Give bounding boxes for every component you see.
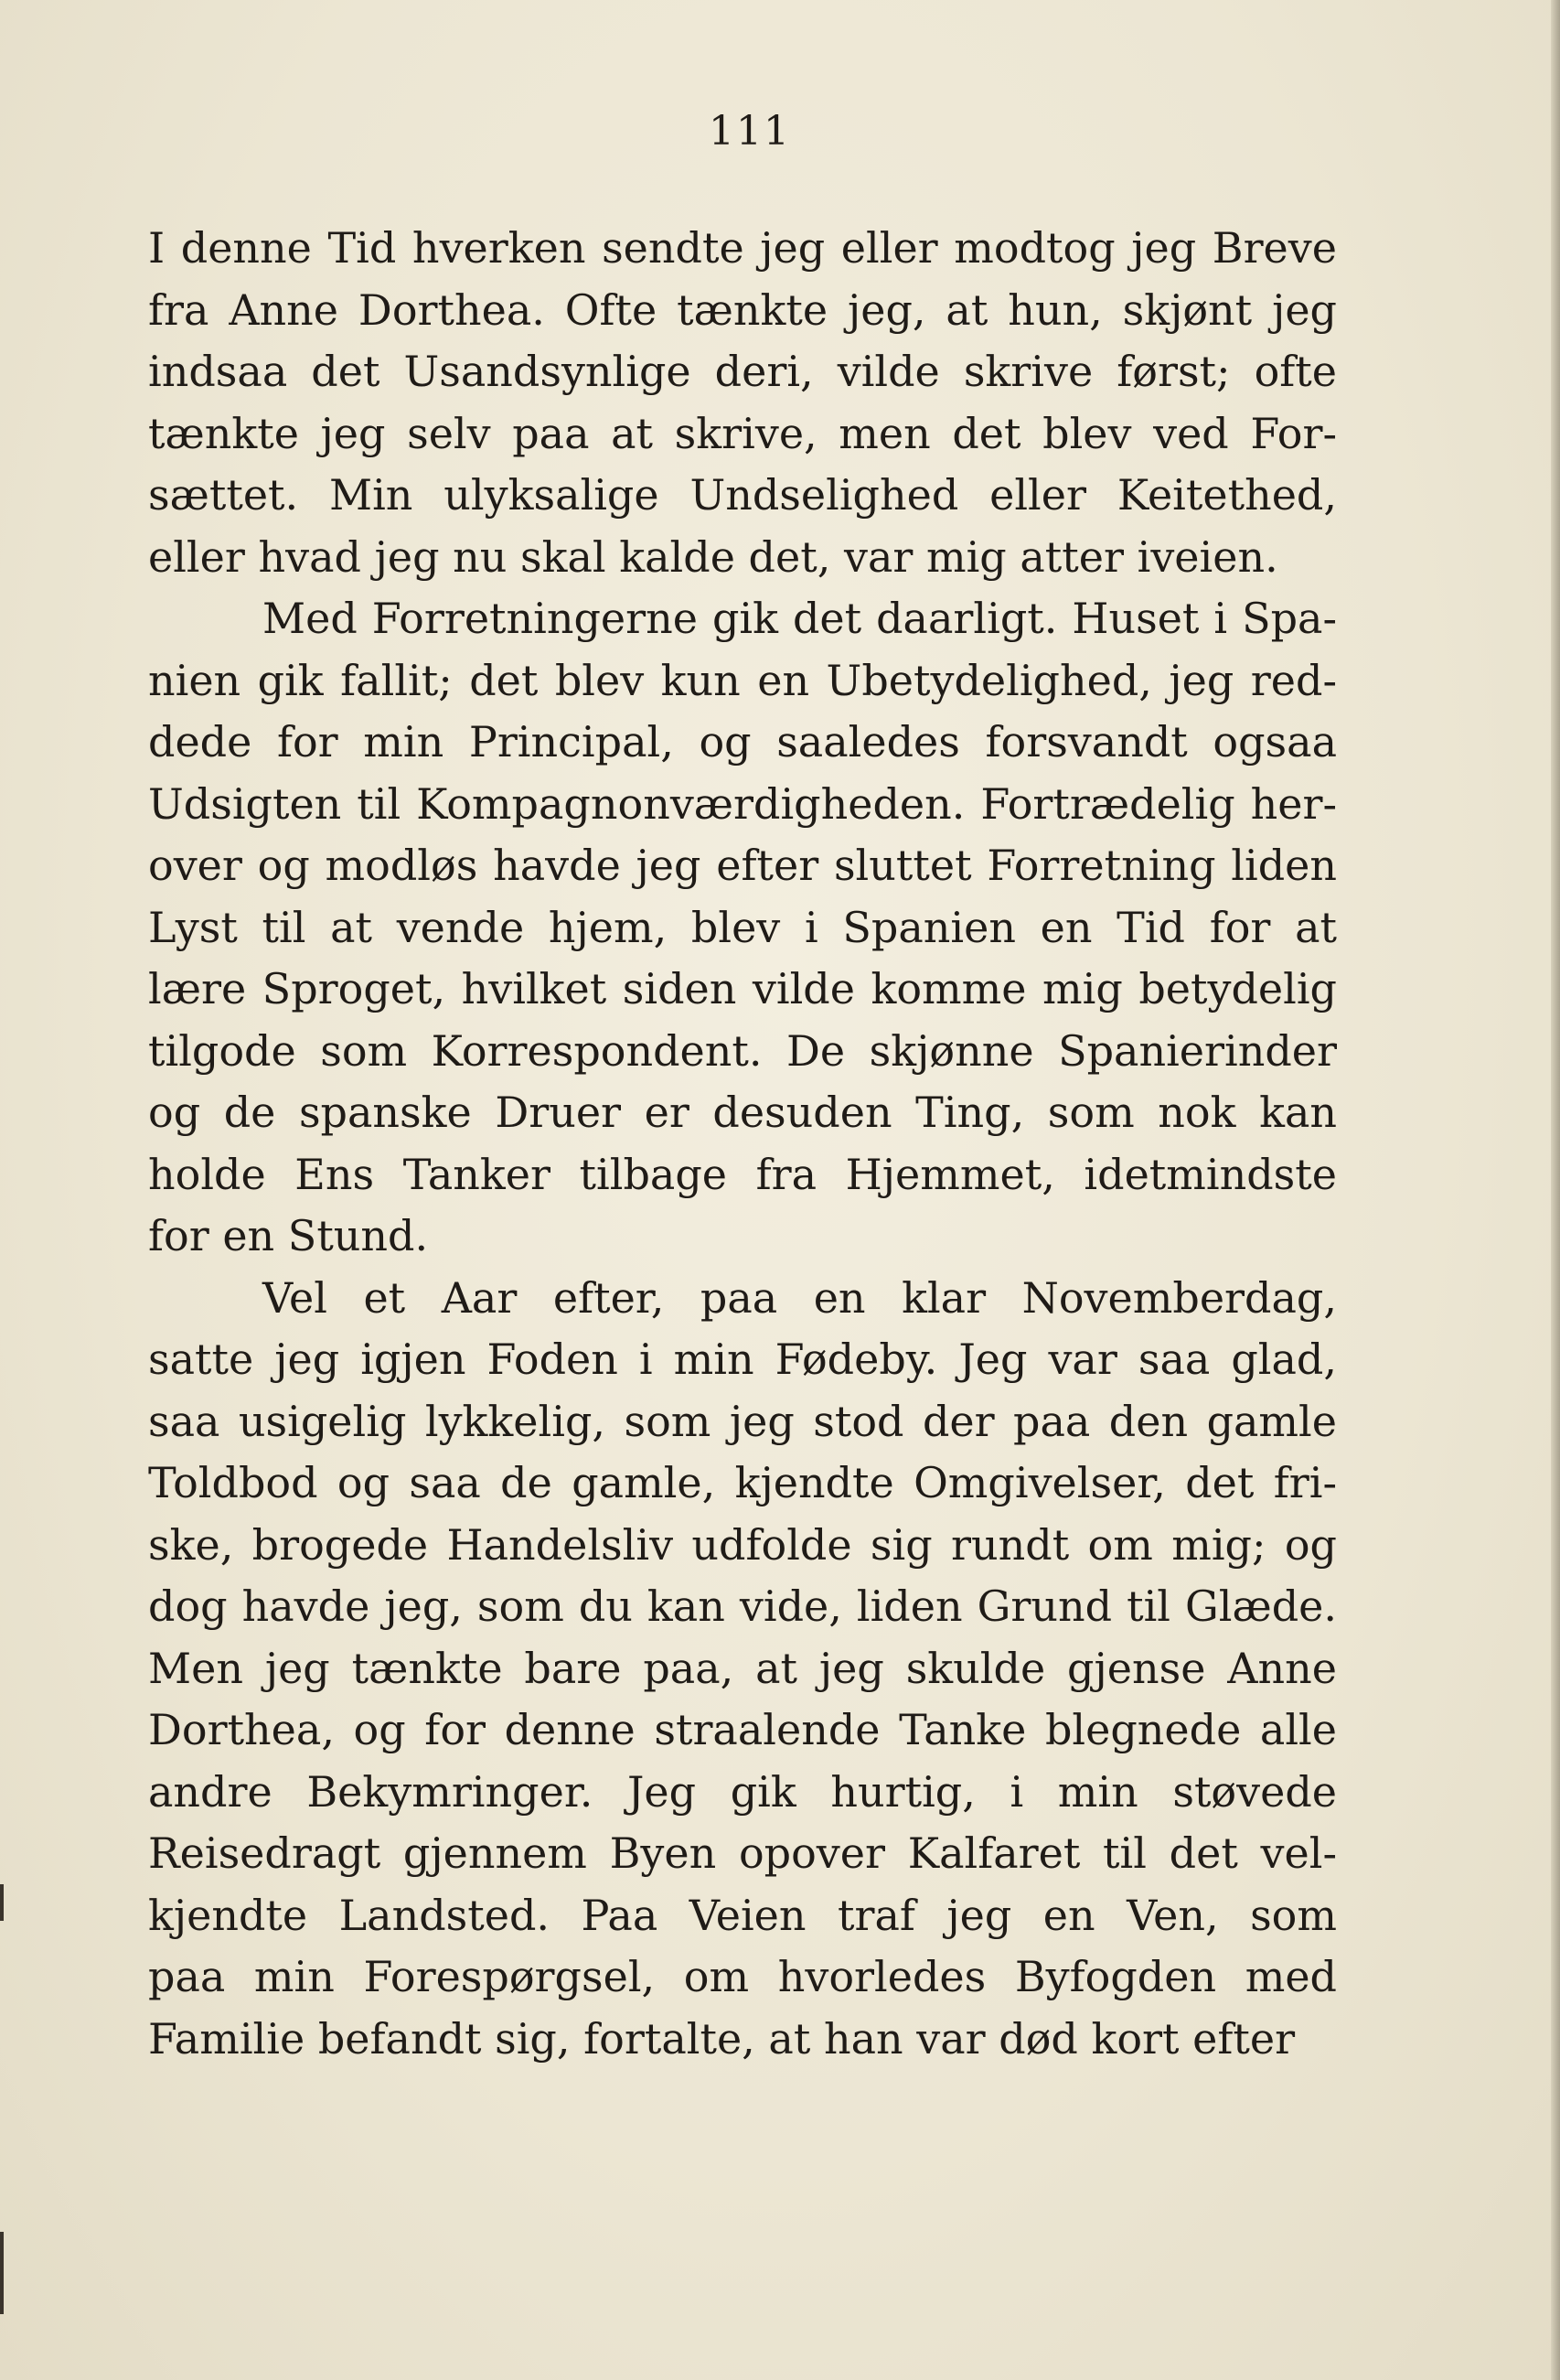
text-line: over og modløs havde jeg efter sluttet Forretning liden (148, 841, 1337, 890)
text-line: Vel et Aar efter, paa en klar Novemberdag, (262, 1272, 1337, 1323)
text-line: og de spanske Druer er desuden Ting, som nok kan (148, 1088, 1337, 1137)
binding-mark (0, 1884, 4, 1921)
text-line: Udsigten til Kompagnonværdigheden. Fortrædelig her- (148, 778, 1337, 829)
body-text (148, 218, 1337, 2070)
text-line: eller hvad jeg nu skal kalde det, var mig atter iveien. (148, 531, 1278, 582)
text-line: Reisedragt gjennem Byen opover Kalfaret til det vel- (148, 1828, 1337, 1878)
page-edge-shadow (1551, 0, 1560, 2380)
paragraph (148, 1268, 1337, 2071)
text-line: nien gik fallit; det blev kun en Ubetydelighed, jeg red- (148, 655, 1337, 705)
paragraph (148, 218, 1337, 588)
page-number: 111 (709, 108, 791, 155)
text-line: sættet. Min ulyksalige Undselighed eller Keitethed, (148, 470, 1337, 520)
text-line: Med Forretningerne gik det daarligt. Huset i Spa- (262, 594, 1337, 643)
text-line: kjendte Landsted. Paa Veien traf jeg en Ven, som (148, 1890, 1337, 1940)
text-line: fra Anne Dorthea. Ofte tænkte jeg, at hun, skjønt jeg (148, 284, 1337, 335)
text-line: I denne Tid hverken sendte jeg eller modtog jeg Breve (148, 223, 1337, 273)
text-line: for en Stund. (148, 1211, 429, 1260)
text-line: dede for min Principal, og saaledes forsvandt ogsaa (148, 717, 1337, 767)
paragraph (148, 588, 1337, 1268)
text-line: saa usigelig lykkelig, som jeg stod der paa den gamle (148, 1396, 1337, 1446)
text-line: indsaa det Usandsynlige deri, vilde skrive først; ofte (148, 347, 1337, 396)
text-line: paa min Forespørgsel, om hvorledes Byfogden med (148, 1952, 1337, 2001)
text-line: Familie befandt sig, fortalte, at han var død kort efter (148, 2013, 1296, 2064)
text-line: Dorthea, og for denne straalende Tanke blegnede alle (148, 1705, 1337, 1754)
binding-mark (0, 2232, 4, 2314)
text-line: andre Bekymringer. Jeg gik hurtig, i min støvede (148, 1766, 1337, 1817)
text-line: ske, brogede Handelsliv udfolde sig rundt om mig; og (148, 1519, 1337, 1570)
text-line: holde Ens Tanker tilbage fra Hjemmet, idetmindste (148, 1149, 1337, 1199)
text-line: lære Sproget, hvilket siden vilde komme mig betydelig (148, 964, 1337, 1013)
text-line: Lyst til at vende hjem, blev i Spanien en Tid for at (148, 902, 1337, 952)
text-line: dog havde jeg, som du kan vide, liden Grund til Glæde. (148, 1581, 1337, 1631)
text-line: tilgode som Korrespondent. De skjønne Spanierinder (148, 1025, 1337, 1076)
text-line: satte jeg igjen Foden i min Fødeby. Jeg var saa glad, (148, 1335, 1337, 1384)
text-line: Toldbod og saa de gamle, kjendte Omgivelser, det fri- (148, 1458, 1337, 1507)
text-line: Men jeg tænkte bare paa, at jeg skulde gjense Anne (148, 1643, 1337, 1693)
text-line: tænkte jeg selv paa at skrive, men det blev ved For- (148, 408, 1337, 458)
